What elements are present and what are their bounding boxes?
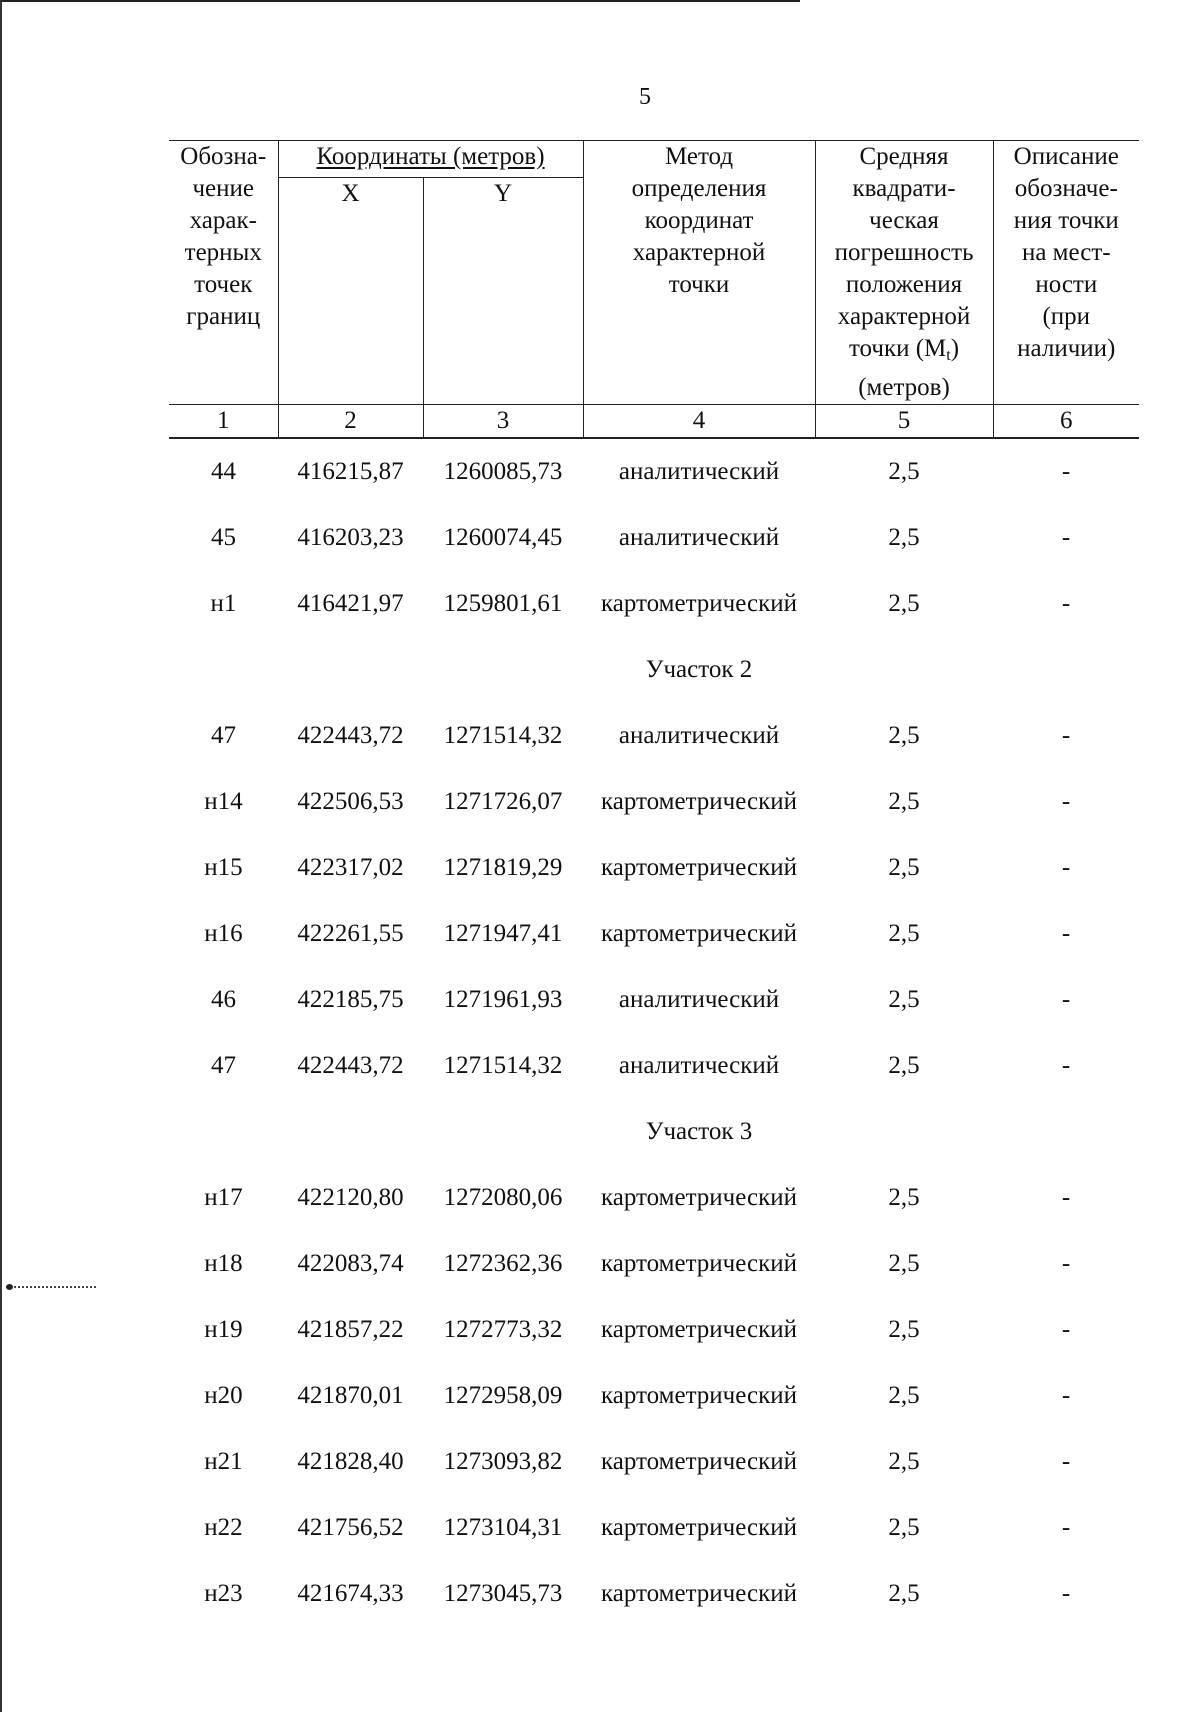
error-value: 2,5 [888, 1382, 920, 1409]
coord-y: 1271726,07 [443, 788, 563, 815]
coord-x: 421857,22 [297, 1316, 404, 1343]
error-value: 2,5 [888, 986, 920, 1013]
table-row [169, 505, 1139, 571]
description: - [1061, 854, 1071, 881]
table-row [169, 769, 1139, 835]
error-value: 2,5 [888, 524, 920, 551]
description: - [1061, 590, 1071, 617]
point-id: 47 [211, 722, 236, 749]
description: - [1061, 458, 1071, 485]
section-title: Участок 2 [645, 656, 753, 683]
coord-x: 416203,23 [297, 524, 404, 551]
coord-y: 1271819,29 [443, 854, 563, 881]
coord-x: 421674,33 [297, 1580, 404, 1607]
section-title: Участок 3 [645, 1118, 753, 1145]
table-header [169, 140, 1139, 439]
point-id: н21 [204, 1448, 243, 1475]
method: аналитический [618, 722, 780, 749]
method: картометрический [601, 590, 797, 617]
coord-y: 1271961,93 [443, 986, 563, 1013]
point-id: н22 [204, 1514, 243, 1541]
table-row [169, 1165, 1139, 1231]
error-value: 2,5 [888, 920, 920, 947]
coord-x: 422261,55 [297, 920, 404, 947]
method: картометрический [601, 788, 797, 815]
method: аналитический [618, 458, 780, 485]
description: - [1061, 788, 1071, 815]
method: аналитический [618, 524, 780, 551]
section-heading-row [169, 1099, 1139, 1165]
table-row [169, 901, 1139, 967]
method: картометрический [601, 1316, 797, 1343]
coord-x: 422120,80 [297, 1184, 404, 1211]
description: - [1061, 1514, 1071, 1541]
header-x: X [278, 177, 423, 404]
description: - [1061, 1448, 1071, 1475]
header-column-numbers: 1 2 3 4 5 6 [169, 405, 1139, 439]
point-id: 46 [211, 986, 236, 1013]
point-id: 45 [211, 524, 236, 551]
coord-y: 1272773,32 [443, 1316, 563, 1343]
coord-x: 422185,75 [297, 986, 404, 1013]
error-value: 2,5 [888, 722, 920, 749]
method: аналитический [618, 1052, 780, 1079]
table-row [169, 1429, 1139, 1495]
coord-x: 422317,02 [297, 854, 404, 881]
header-method: Метод определения координат характерной точки [583, 141, 815, 405]
description: - [1061, 986, 1071, 1013]
description: - [1061, 1052, 1071, 1079]
error-value: 2,5 [888, 590, 920, 617]
method: картометрический [601, 1514, 797, 1541]
point-id: н17 [204, 1184, 243, 1211]
scan-top-border [0, 0, 800, 2]
point-id: н14 [204, 788, 243, 815]
description: - [1061, 1184, 1071, 1211]
coord-y: 1271514,32 [443, 722, 563, 749]
point-id: н15 [204, 854, 243, 881]
table-row [169, 835, 1139, 901]
error-value: 2,5 [888, 854, 920, 881]
coord-y: 1260074,45 [443, 524, 563, 551]
coord-y: 1273045,73 [443, 1580, 563, 1607]
point-id: н16 [204, 920, 243, 947]
table-row [169, 571, 1139, 637]
point-id: н20 [204, 1382, 243, 1409]
point-id: 47 [211, 1052, 236, 1079]
error-value: 2,5 [888, 1184, 920, 1211]
coord-y: 1273104,31 [443, 1514, 563, 1541]
method: картометрический [601, 920, 797, 947]
error-value: 2,5 [888, 458, 920, 485]
point-id: 44 [211, 458, 236, 485]
table-body [169, 439, 1139, 1627]
error-value: 2,5 [888, 788, 920, 815]
coord-y: 1272080,06 [443, 1184, 563, 1211]
coord-x: 422506,53 [297, 788, 404, 815]
description: - [1061, 1316, 1071, 1343]
error-value: 2,5 [888, 1052, 920, 1079]
point-id: н19 [204, 1316, 243, 1343]
description: - [1061, 524, 1071, 551]
coord-y: 1260085,73 [443, 458, 563, 485]
error-value: 2,5 [888, 1250, 920, 1277]
method: аналитический [618, 986, 780, 1013]
scan-artifact-mark [6, 1286, 96, 1290]
table-row [169, 1495, 1139, 1561]
table-row [169, 1561, 1139, 1627]
coord-x: 422443,72 [297, 1052, 404, 1079]
coord-x: 421756,52 [297, 1514, 404, 1541]
scan-left-border [0, 0, 2, 1712]
page-number: 5 [639, 84, 651, 110]
table-row [169, 439, 1139, 505]
header-point-designation: Обозна- чение харак- терных точек границ [169, 141, 278, 405]
point-id: н18 [204, 1250, 243, 1277]
method: картометрический [601, 1580, 797, 1607]
coord-x: 421828,40 [297, 1448, 404, 1475]
coord-x: 422083,74 [297, 1250, 404, 1277]
method: картометрический [601, 854, 797, 881]
coord-y: 1272362,36 [443, 1250, 563, 1277]
point-id: н1 [210, 590, 237, 617]
table-row [169, 967, 1139, 1033]
description: - [1061, 1580, 1071, 1607]
method: картометрический [601, 1448, 797, 1475]
section-heading-row [169, 637, 1139, 703]
coord-x: 416421,97 [297, 590, 404, 617]
error-value: 2,5 [888, 1448, 920, 1475]
header-y: Y [423, 177, 583, 404]
description: - [1061, 1250, 1071, 1277]
error-value: 2,5 [888, 1316, 920, 1343]
table-row [169, 1231, 1139, 1297]
coord-y: 1273093,82 [443, 1448, 563, 1475]
error-value: 2,5 [888, 1580, 920, 1607]
coord-y: 1259801,61 [443, 590, 563, 617]
table-row [169, 1363, 1139, 1429]
coord-x: 421870,01 [297, 1382, 404, 1409]
method: картометрический [601, 1250, 797, 1277]
coord-x: 422443,72 [297, 722, 404, 749]
method: картометрический [601, 1382, 797, 1409]
coord-y: 1272958,09 [443, 1382, 563, 1409]
coord-y: 1271514,32 [443, 1052, 563, 1079]
coord-y: 1271947,41 [443, 920, 563, 947]
table-row [169, 1297, 1139, 1363]
point-id: н23 [204, 1580, 243, 1607]
description: - [1061, 1382, 1071, 1409]
coord-x: 416215,87 [297, 458, 404, 485]
description: - [1061, 722, 1071, 749]
method: картометрический [601, 1184, 797, 1211]
table-row [169, 703, 1139, 769]
table-row [169, 1033, 1139, 1099]
header-description: Описание обозначе- ния точки на мест- ности (при наличии) [993, 141, 1139, 405]
coordinates-table [169, 140, 1139, 1627]
header-mean-square-error: Средняя квадрати- ческая погрешность положения характерной точки $(M_t)$ (метров) [815, 141, 993, 405]
description: - [1061, 920, 1071, 947]
error-value: 2,5 [888, 1514, 920, 1541]
header-coordinates: Координаты (метров) [278, 141, 583, 178]
